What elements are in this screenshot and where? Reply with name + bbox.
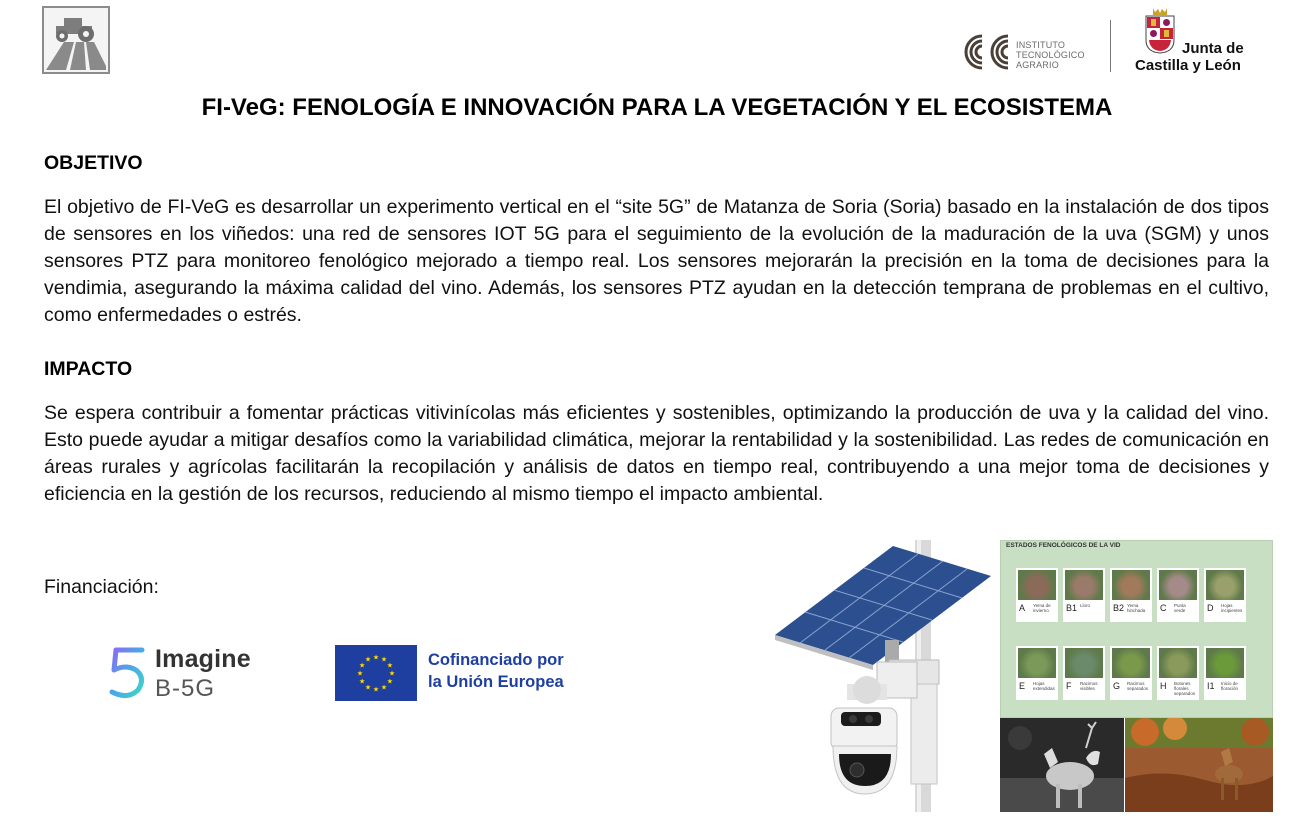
- ita-line-3: AGRARIO: [1016, 60, 1059, 70]
- stage-photo: [1112, 648, 1150, 678]
- stage-code: B2: [1113, 603, 1125, 613]
- eu-star-icon: ★: [386, 662, 393, 670]
- stage-caption: Hojas extendidas: [1033, 681, 1055, 691]
- phenology-stage-i1: [1204, 646, 1246, 700]
- deer-infrared-photo: [1000, 718, 1124, 812]
- phenology-stage-b1: [1063, 568, 1105, 622]
- eu-star-icon: ★: [388, 670, 396, 678]
- eu-star-icon: ★: [356, 670, 364, 678]
- eu-star-icon: ★: [359, 662, 366, 670]
- ita-line-1: INSTITUTO: [1016, 40, 1066, 50]
- jcyl-line-2: Castilla y León: [1135, 57, 1241, 74]
- eu-flag-icon: [335, 645, 417, 701]
- stage-photo: [1112, 570, 1150, 600]
- eu-star-icon: ★: [372, 654, 380, 662]
- phenology-stage-d: [1204, 568, 1246, 622]
- deer-field-photo: [1125, 718, 1273, 812]
- stage-code: G: [1113, 681, 1121, 691]
- stage-caption: Racimos visibles: [1080, 681, 1098, 691]
- objetivo-heading: OBJETIVO: [44, 152, 143, 174]
- imagine-line-2: B-5G: [155, 675, 216, 702]
- stage-caption: Lloro: [1080, 603, 1091, 608]
- stage-photo: [1206, 648, 1244, 678]
- stage-code: E: [1019, 681, 1026, 691]
- jcyl-shield-icon: [1143, 6, 1177, 54]
- eu-star-icon: ★: [372, 686, 380, 694]
- eu-star-icon: ★: [386, 678, 393, 686]
- stage-caption: Punta verde: [1174, 603, 1186, 613]
- stage-photo: [1065, 570, 1103, 600]
- financiacion-label: Financiación:: [44, 576, 159, 598]
- stage-caption: Inicio de floración: [1221, 681, 1239, 691]
- eu-star-icon: ★: [380, 684, 388, 692]
- impacto-heading: IMPACTO: [44, 358, 133, 380]
- phenology-stage-h: [1157, 646, 1199, 700]
- phenology-title: ESTADOS FENOLÓGICOS DE LA VID: [1006, 542, 1121, 549]
- eu-star-icon: ★: [364, 656, 372, 664]
- phenology-stage-b2: [1110, 568, 1152, 622]
- stage-code: B1: [1066, 603, 1078, 613]
- ptz-camera-solar-image: [765, 540, 997, 812]
- stage-code: F: [1066, 681, 1072, 691]
- ita-line-2: TECNOLÓGICO: [1016, 50, 1085, 60]
- jcyl-line-1: Junta de: [1182, 40, 1244, 57]
- stage-code: A: [1019, 603, 1026, 613]
- objetivo-paragraph: El objetivo de FI-VeG es desarrollar un experimento vertical en el “site 5G” de Matanza de Soria (Soria) basado en la instalación de dos tipos de sensores en los viñedos: una red de sensores IOT 5G para el seguimiento de la evolución de la maduración de la uva (SGM) y unos sensores PTZ para monitoreo fenológico mejorado a tiempo real. Los sensores mejorarán la precisión en la toma de decisiones para la vendimia, asegurando la máxima calidad del vino. Además, los sensores PTZ ayudan en la detección temprana de problemas en el cultivo, como enfermedades o estrés.: [44, 196, 1269, 326]
- ita-logo-text: [1016, 40, 1085, 70]
- eu-star-icon: ★: [380, 656, 388, 664]
- stage-photo: [1206, 570, 1244, 600]
- phenology-stage-c: [1157, 568, 1199, 622]
- phenology-stage-g: [1110, 646, 1152, 700]
- eu-line-1: Cofinanciado por: [428, 651, 564, 669]
- impacto-paragraph: Se espera contribuir a fomentar prácticas vitivinícolas más eficientes y sostenibles, optimizando la producción de uva y la calidad del vino. Esto puede ayudar a mitigar desafíos como la variabilidad climática, mejorar la rentabilidad y la sostenibilidad. Las redes de comunicación en áreas rurales y agrícolas facilitarán la recopilación y análisis de datos en tiempo real, contribuyendo a una mejor toma de decisiones y eficiencia en la gestión de los recursos, reduciendo al mismo tiempo el impacto ambiental.: [44, 402, 1269, 505]
- page-title: FI-VeG: FENOLOGÍA E INNOVACIÓN PARA LA VEGETACIÓN Y EL ECOSISTEMA: [201, 94, 1113, 121]
- phenology-stage-a: [1016, 568, 1058, 622]
- eu-line-2: la Unión Europea: [428, 673, 564, 691]
- eu-star-icon: ★: [364, 684, 372, 692]
- stage-photo: [1159, 570, 1197, 600]
- eu-star-icon: ★: [359, 678, 366, 686]
- stage-code: H: [1160, 681, 1167, 691]
- stage-code: D: [1207, 603, 1214, 613]
- header-divider: [1110, 20, 1111, 72]
- stage-code: I1: [1207, 681, 1215, 691]
- stage-photo: [1065, 648, 1103, 678]
- phenology-stage-f: [1063, 646, 1105, 700]
- stage-caption: Hojas incipientes: [1221, 603, 1243, 613]
- stage-caption: Racimos separados: [1127, 681, 1149, 691]
- phenology-stage-e: [1016, 646, 1058, 700]
- stage-photo: [1159, 648, 1197, 678]
- stage-caption: Yema hinchada: [1127, 603, 1146, 613]
- imagine-line-1: Imagine: [155, 645, 251, 673]
- stage-code: C: [1160, 603, 1167, 613]
- stage-caption: Yema de invierno: [1033, 603, 1051, 613]
- tractor-logo-icon: [42, 6, 110, 74]
- stage-photo: [1018, 570, 1056, 600]
- stage-caption: Botones florales separados: [1174, 681, 1196, 696]
- stage-photo: [1018, 648, 1056, 678]
